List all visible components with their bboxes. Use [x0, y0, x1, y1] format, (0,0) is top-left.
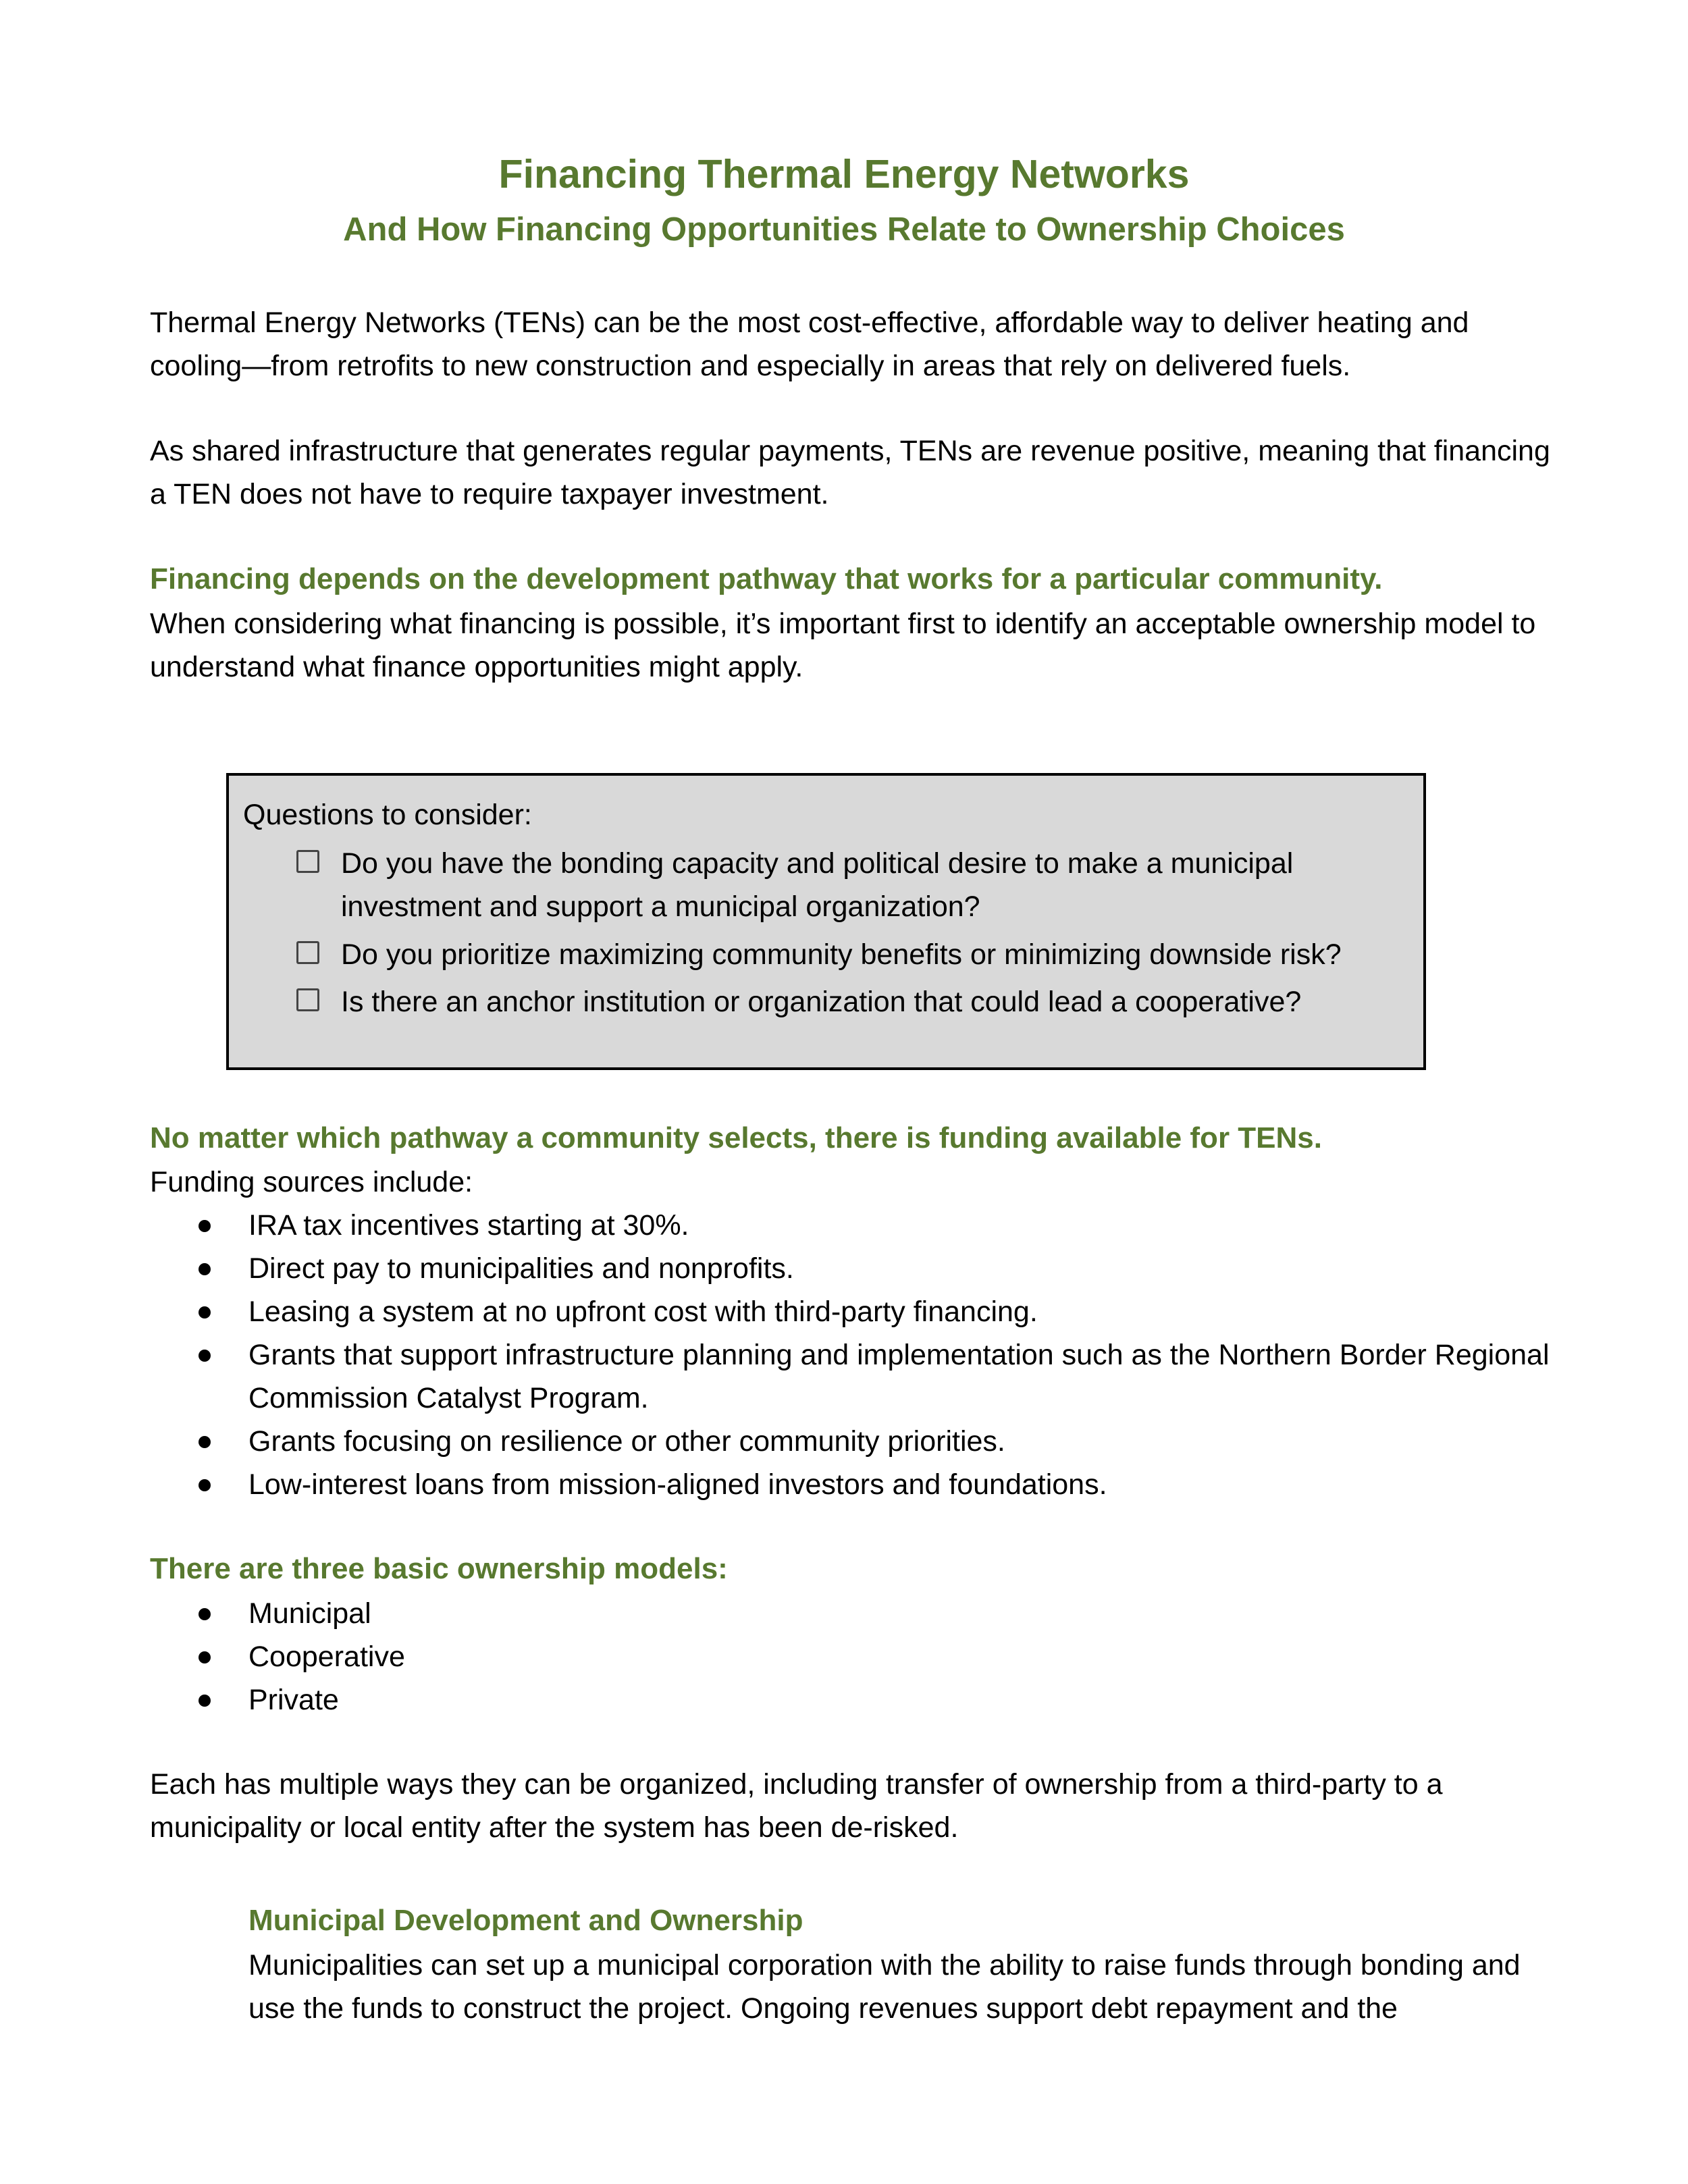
ownership-body: Each has multiple ways they can be organized, including transfer of ownership from a third-party to a municipality or local entity after the system has been de-risked. — [150, 1768, 1443, 1844]
question-text: Do you have the bonding capacity and political desire to make a municipal investment and support a municipal organization? — [341, 847, 1294, 923]
list-item: Grants focusing on resilience or other community priorities. — [150, 1420, 1568, 1463]
question-item — [296, 842, 1390, 928]
pathway-body: When considering what financing is possible, it’s important first to identify an acceptable ownership model to understand what finance opportunities might apply. — [150, 608, 1536, 683]
questions-label: Questions to consider: — [243, 799, 532, 831]
ownership-list — [150, 1592, 1568, 1722]
list-item: Direct pay to municipalities and nonprofits. — [150, 1247, 1568, 1290]
bullet-icon — [199, 1479, 211, 1491]
question-item — [296, 933, 1390, 976]
pathway-heading: Financing depends on the development pathway that works for a particular community. — [150, 562, 1383, 595]
municipal-heading: Municipal Development and Ownership — [248, 1904, 803, 1937]
question-text: Do you prioritize maximizing community benefits or minimizing downside risk? — [341, 938, 1342, 971]
list-item: Grants that support infrastructure planning and implementation such as the Northern Border Regional Commission Catalyst Program. — [150, 1333, 1568, 1420]
bullet-icon — [199, 1263, 211, 1275]
bullet-icon — [199, 1436, 211, 1448]
checkbox-icon[interactable] — [296, 988, 319, 1011]
list-item: Municipal — [150, 1592, 1568, 1635]
list-item: Leasing a system at no upfront cost with third-party financing. — [150, 1290, 1568, 1333]
funding-heading: No matter which pathway a community selects, there is funding available for TENs. — [150, 1121, 1322, 1154]
funding-intro: Funding sources include: — [150, 1166, 473, 1198]
list-item: Private — [150, 1678, 1568, 1722]
bullet-icon — [199, 1306, 211, 1319]
bullet-icon — [199, 1350, 211, 1362]
document-title: Financing Thermal Energy Networks — [498, 152, 1190, 196]
intro-paragraph-2: As shared infrastructure that generates regular payments, TENs are revenue positive, meaning that financing a TEN does not have to require taxpayer investment. — [150, 435, 1550, 510]
questions-box — [226, 773, 1426, 1070]
checkbox-icon[interactable] — [296, 850, 319, 873]
municipal-body: Municipalities can set up a municipal corporation with the ability to raise funds through bonding and use the funds to construct the project. Ongoing revenues support debt repayment and the — [248, 1949, 1521, 2025]
ownership-heading: There are three basic ownership models: — [150, 1552, 728, 1585]
bullet-icon — [199, 1220, 211, 1232]
list-item: Cooperative — [150, 1635, 1568, 1678]
intro-paragraph-1: Thermal Energy Networks (TENs) can be the most cost-effective, affordable way to deliver heating and cooling—from retrofits to new construction and especially in areas that rely on delivered fuels. — [150, 307, 1469, 382]
checkbox-icon[interactable] — [296, 941, 319, 964]
funding-list — [150, 1204, 1568, 1506]
bullet-icon — [199, 1651, 211, 1663]
bullet-icon — [199, 1695, 211, 1707]
bullet-icon — [199, 1608, 211, 1620]
list-item: IRA tax incentives starting at 30%. — [150, 1204, 1568, 1247]
question-text: Is there an anchor institution or organization that could lead a cooperative? — [341, 986, 1302, 1018]
question-item — [296, 980, 1390, 1023]
list-item: Low-interest loans from mission-aligned investors and foundations. — [150, 1463, 1568, 1506]
document-subtitle: And How Financing Opportunities Relate to Ownership Choices — [343, 211, 1345, 248]
